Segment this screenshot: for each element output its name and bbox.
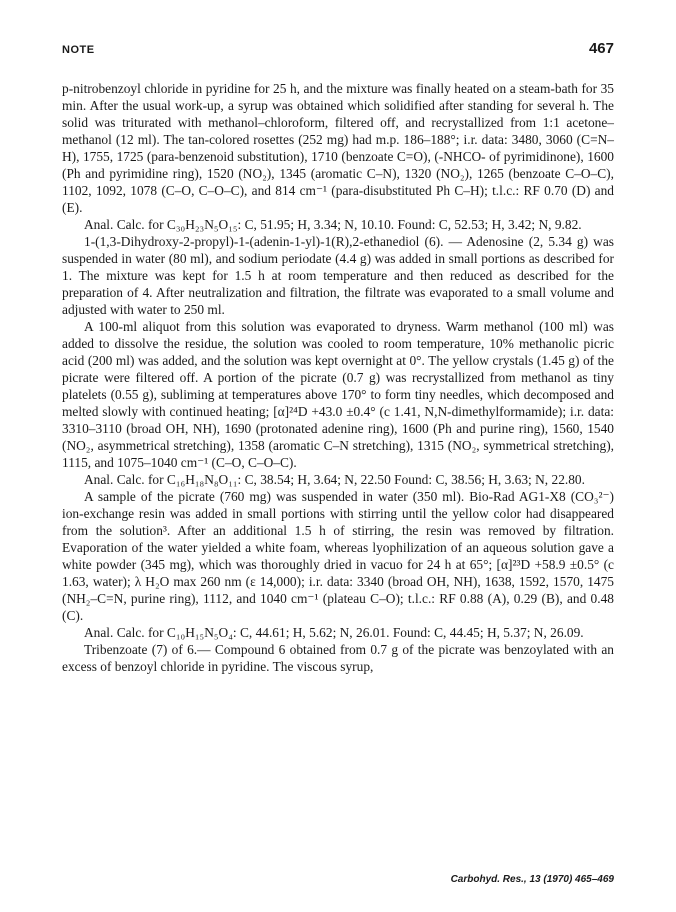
paragraph-ion-exchange: A sample of the picrate (760 mg) was suspended in water (350 ml). Bio-Rad AG1-X8 (CO₃²⁻) ion-exchange resin was added in small portions with stirring until the yellow color had disappeared from the solution³. After an additional 1.5 h of stirring, the resin was removed by filtration. Evaporation of the water yielded a white foam, whereas lyophilization of an aqueous solution gave a white powder (345 mg), which was thoroughly dried in vacuo for 24 h at 65°; [α]²³D +58.9 ±0.5° (c 1.63, water); λ H₂O max 260 nm (ε 14,000); i.r. data: 3340 (broad OH, NH), 1638, 1592, 1570, 1475 (NH₂–C=N, purine ring), 1112, and 1040 cm⁻¹ (plateau C–O); t.l.c.: RF 0.88 (A), 0.29 (B), and 0.48 (C). (62, 489, 614, 623)
article-body (62, 80, 614, 675)
paragraph-picrate: A 100-ml aliquot from this solution was evaporated to dryness. Warm methanol (100 ml) was added to dissolve the residue, the solution was cooled to room temperature, 10% methanolic picric acid (200 ml) was added, and the solution was kept overnight at 0°. The yellow crystals (1.45 g) of the picrate were filtered off. A portion of the picrate (0.7 g) was recrystallized from methanol as tiny platelets (0.55 g), subliming at temperatures above 170° to form tiny needles, which decomposed and melted slowly with continued heating; [α]²⁴D +43.0 ±0.4° (c 1.41, N,N-dimethylformamide); i.r. data: 3310–3110 (broad OH, NH), 1690 (protonated adenine ring), 1600 (Ph and purine ring), 1560, 1540 (NO₂, asymmetrical stretching), 1358 (aromatic C–N stretching), 1315 (NO₂, symmetrical stretching), 1115, and 1075–1040 cm⁻¹ (C–O, C–O–C). (62, 319, 614, 470)
paragraph-anal-2: Anal. Calc. for C₁₆H₁₈N₈O₁₁: C, 38.54; H, 3.64; N, 22.50 Found: C, 38.56; H, 3.63; N, 22.80. (84, 472, 585, 487)
journal-citation: Carbohyd. Res., 13 (1970) 465–469 (450, 874, 614, 885)
paragraph-anal-1: Anal. Calc. for C₃₀H₂₃N₅O₁₅: C, 51.95; H, 3.34; N, 10.10. Found: C, 52.53; H, 3.42; N, 9.82. (84, 217, 582, 232)
page-number: 467 (588, 40, 614, 57)
paragraph-ir-data: p-nitrobenzoyl chloride in pyridine for 25 h, and the mixture was finally heated on a steam-bath for 35 min. After the usual work-up, a syrup was obtained which solidified after standing for several h. The solid was triturated with methanol–chloroform, filtered off, and recrystallized from 1:1 acetone–methanol (12 ml). The tan-colored rosettes (252 mg) had m.p. 186–188°; i.r. data: 3480, 3060 (C=N–H), 1755, 1725 (para-benzenoid substitution), 1710 (benzoate C=O), (-NHCO- of pyrimidinone), 1600 (Ph and pyrimidine ring), 1520 (NO₂), 1345 (aromatic C–N), 1320 (NO₂), 1265 (benzoate C–O–C), 1102, 1092, 1078 (C–O, C–O–C), and 814 cm⁻¹ (para-disubstituted Ph C–H); t.l.c.: RF 0.70 (D) and (E). (62, 81, 614, 215)
paragraph-anal-3: Anal. Calc. for C₁₀H₁₅N₅O₄: C, 44.61; H, 5.62; N, 26.01. Found: C, 44.45; H, 5.37; N, 26.09. (84, 625, 584, 640)
paragraph-compound-6: 1-(1,3-Dihydroxy-2-propyl)-1-(adenin-1-yl)-1(R),2-ethanediol (6). — Adenosine (2, 5.34 g) was suspended in water (80 ml), and sodium periodate (4.4 g) was added in small portions as described for 1. The mixture was kept for 1.5 h at room temperature and then reduced as described for the preparation of 4. After neutralization and filtration, the filtrate was evaporated to a small volume and adjusted with water to 250 ml. (62, 234, 614, 317)
running-header (62, 40, 614, 64)
paragraph-tribenzoate: Tribenzoate (7) of 6.— Compound 6 obtained from 0.7 g of the picrate was benzoylated with an excess of benzoyl chloride in pyridine. The viscous syrup, (62, 642, 614, 674)
section-label: NOTE (62, 44, 95, 56)
